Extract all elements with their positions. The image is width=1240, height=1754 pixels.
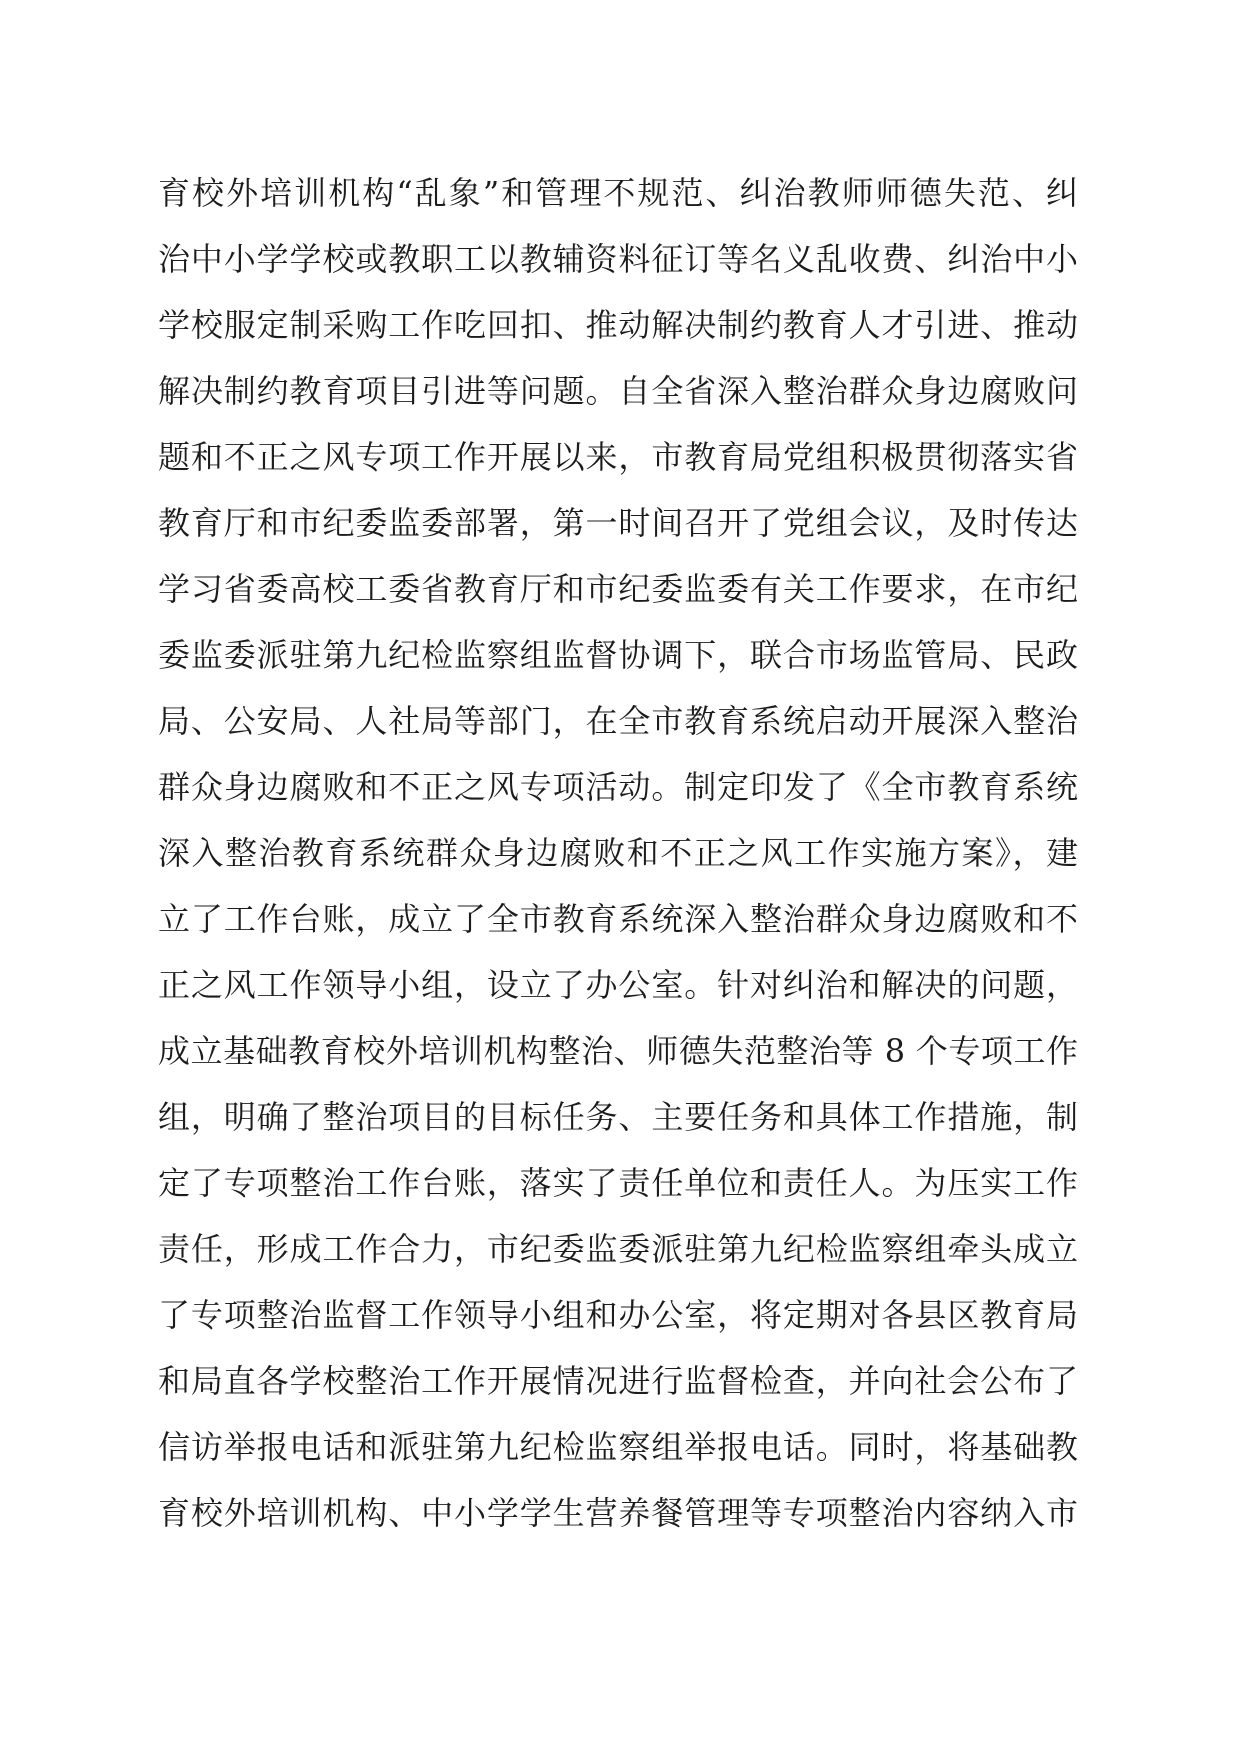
text-line-15: 组，明确了整治项目的目标任务、主要任务和具体工作措施，制 bbox=[158, 1098, 1078, 1136]
text-line-20: 信访举报电话和派驻第九纪检监察组举报电话。同时，将基础教 bbox=[158, 1428, 1078, 1466]
text-line-21: 育校外培训机构、中小学学生营养餐管理等专项整治内容纳入市 bbox=[158, 1494, 1078, 1532]
text-line-9: 局、公安局、人社局等部门，在全市教育系统启动开展深入整治 bbox=[158, 702, 1078, 740]
text-line-8: 委监委派驻第九纪检监察组监督协调下，联合市场监管局、民政 bbox=[158, 636, 1078, 674]
text-line-18: 了专项整治监督工作领导小组和办公室，将定期对各县区教育局 bbox=[158, 1296, 1078, 1334]
text-line-14: 成立基础教育校外培训机构整治、师德失范整治等 8 个专项工作 bbox=[158, 1032, 1078, 1070]
text-line-13: 正之风工作领导小组，设立了办公室。针对纠治和解决的问题， bbox=[158, 966, 1078, 1004]
text-line-6: 教育厅和市纪委监委部署，第一时间召开了党组会议，及时传达 bbox=[158, 504, 1078, 542]
text-line-10: 群众身边腐败和不正之风专项活动。制定印发了《全市教育系统 bbox=[158, 768, 1078, 806]
text-line-4: 解决制约教育项目引进等问题。自全省深入整治群众身边腐败问 bbox=[158, 372, 1078, 410]
text-line-19: 和局直各学校整治工作开展情况进行监督检查，并向社会公布了 bbox=[158, 1362, 1078, 1400]
text-line-2: 治中小学学校或教职工以教辅资料征订等名义乱收费、纠治中小 bbox=[158, 240, 1078, 278]
text-line-7: 学习省委高校工委省教育厅和市纪委监委有关工作要求，在市纪 bbox=[158, 570, 1078, 608]
body-text bbox=[158, 160, 1078, 1546]
text-line-16: 定了专项整治工作台账，落实了责任单位和责任人。为压实工作 bbox=[158, 1164, 1078, 1202]
text-line-12: 立了工作台账，成立了全市教育系统深入整治群众身边腐败和不 bbox=[158, 900, 1078, 938]
text-line-17: 责任，形成工作合力，市纪委监委派驻第九纪检监察组牵头成立 bbox=[158, 1230, 1078, 1268]
text-line-3: 学校服定制采购工作吃回扣、推动解决制约教育人才引进、推动 bbox=[158, 306, 1078, 344]
text-line-11: 深入整治教育系统群众身边腐败和不正之风工作实施方案》，建 bbox=[158, 834, 1078, 872]
text-line-1: 育校外培训机构“乱象”和管理不规范、纠治教师师德失范、纠 bbox=[158, 174, 1078, 212]
text-line-5: 题和不正之风专项工作开展以来，市教育局党组积极贯彻落实省 bbox=[158, 438, 1078, 476]
